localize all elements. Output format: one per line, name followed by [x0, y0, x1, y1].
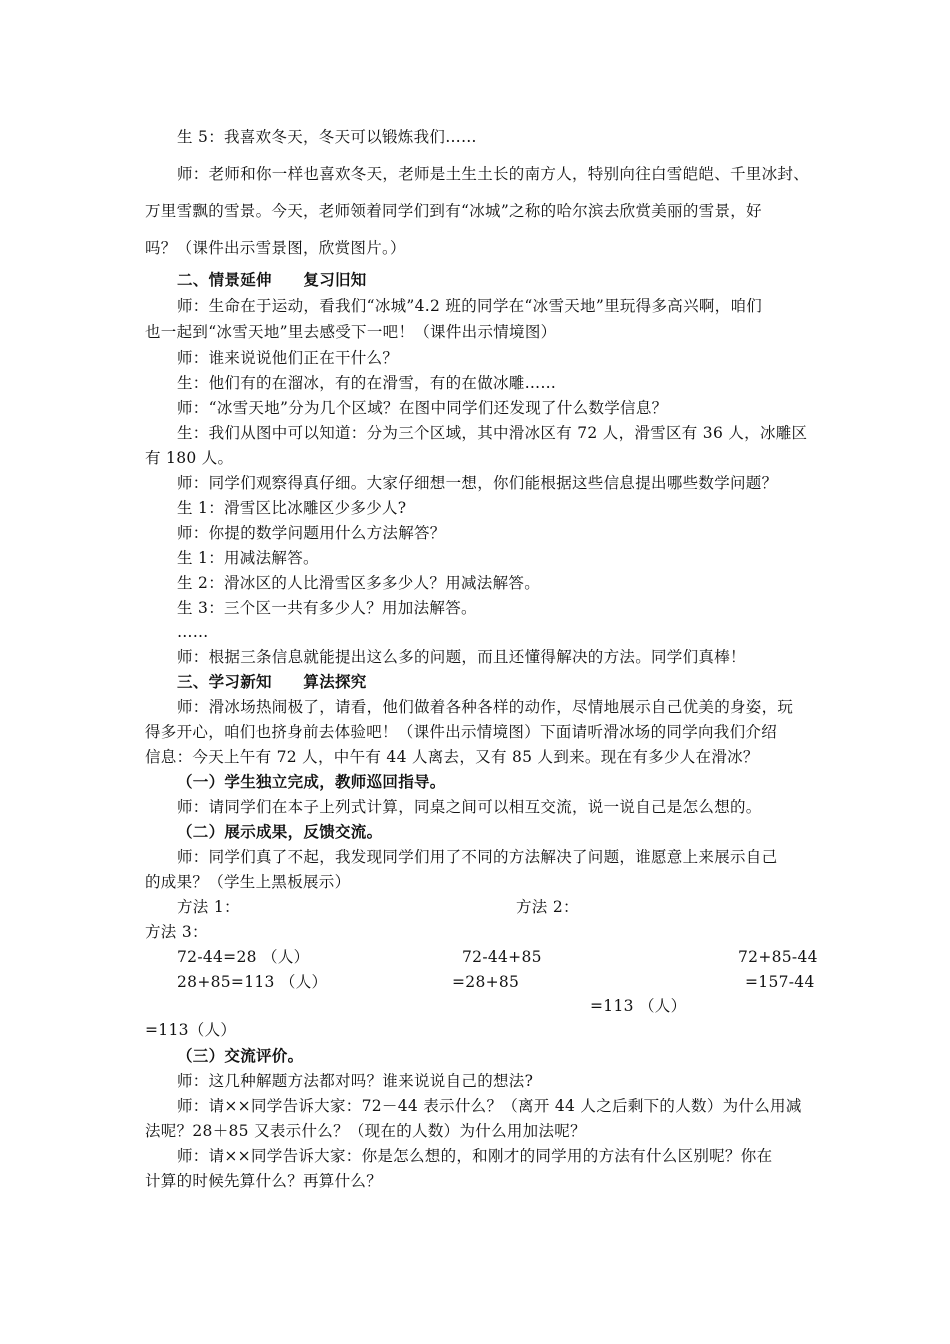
text-line: 师：请同学们在本子上列式计算，同桌之间可以相互交流，说一说自己是怎么想的。 [177, 798, 762, 816]
method-label: 方法 3： [145, 923, 208, 941]
text-line: 计算的时候先算什么？再算什么？ [145, 1172, 383, 1190]
text-line: 生 2：滑冰区的人比滑雪区多多少人？用减法解答。 [177, 574, 540, 592]
method-label: 方法 2： [516, 898, 579, 916]
equation: 72-44=28 （人） [177, 948, 310, 966]
section-heading: 二、情景延伸 复习旧知 [177, 270, 367, 289]
text-line: 生：我们从图中可以知道：分为三个区域，其中滑冰区有 72 人，滑雪区有 36 人，冰雕区 [177, 424, 808, 442]
text-line: 信息：今天上午有 72 人，中午有 44 人离去，又有 85 人到来。现在有多少人在滑冰？ [145, 748, 759, 766]
text-line: 师：你提的数学问题用什么方法解答？ [177, 524, 446, 542]
equation: =113 （人） [590, 997, 687, 1015]
text-line: 师：请××同学告诉大家：72－44 表示什么？（离开 44 人之后剩下的人数）为什么用减 [177, 1097, 802, 1115]
text-line: 有 180 人。 [145, 449, 234, 467]
text-line: 师：这几种解题方法都对吗？谁来说说自己的想法? [177, 1072, 534, 1090]
text-line: 生 1：滑雪区比冰雕区少多少人? [177, 499, 407, 517]
text-line: 生 1：用减法解答。 [177, 549, 319, 567]
text-line: 师：根据三条信息就能提出这么多的问题，而且还懂得解决的方法。同学们真棒！ [177, 648, 746, 666]
text-line: 师：同学们观察得真仔细。大家仔细想一想，你们能根据这些信息提出哪些数学问题？ [177, 474, 778, 492]
text-line: 生：他们有的在溜冰，有的在滑雪，有的在做冰雕…… [177, 374, 557, 392]
text-line: 师：滑冰场热闹极了，请看，他们做着各种各样的动作，尽情地展示自己优美的身姿，玩 [177, 698, 794, 716]
equation: =157-44 [745, 973, 815, 991]
equation: =113（人） [145, 1021, 237, 1039]
text-line: 法呢？28＋85 又表示什么？（现在的人数）为什么用加法呢？ [145, 1122, 586, 1140]
equation: 72+85-44 [738, 948, 818, 966]
text-line: 得多开心，咱们也挤身前去体验吧！（课件出示情境图）下面请听滑冰场的同学向我们介绍 [145, 723, 778, 741]
text-line: 吗？（课件出示雪景图，欣赏图片。） [145, 239, 406, 257]
subsection-heading: （一）学生独立完成，教师巡回指导。 [177, 772, 446, 791]
method-label: 方法 1： [177, 898, 240, 916]
text-line: 师：老师和你一样也喜欢冬天，老师是土生土长的南方人，特别向往白雪皑皑、千里冰封、 [177, 165, 810, 183]
text-line: …… [177, 623, 209, 641]
equation: =28+85 [452, 973, 520, 991]
equation: 72-44+85 [462, 948, 542, 966]
text-line: 也一起到“冰雪天地”里去感受下一吧！（课件出示情境图） [145, 323, 557, 341]
equation: 28+85=113 （人） [177, 973, 328, 991]
text-line: 师：同学们真了不起，我发现同学们用了不同的方法解决了问题，谁愿意上来展示自己 [177, 848, 778, 866]
text-line: 师：请××同学告诉大家：你是怎么想的，和刚才的同学用的方法有什么区别呢？你在 [177, 1147, 773, 1165]
text-line: 生 3：三个区一共有多少人？用加法解答。 [177, 599, 477, 617]
text-line: 师：生命在于运动，看我们“冰城”4.2 班的同学在“冰雪天地”里玩得多高兴啊，咱们 [177, 297, 763, 315]
text-line: 万里雪飘的雪景。今天，老师领着同学们到有“冰城”之称的哈尔滨去欣赏美丽的雪景，好 [145, 202, 762, 220]
text-line: 生 5：我喜欢冬天，冬天可以锻炼我们…… [177, 128, 477, 146]
subsection-heading: （三）交流评价。 [177, 1046, 304, 1065]
subsection-heading: （二）展示成果，反馈交流。 [177, 822, 383, 841]
text-line: 师：“冰雪天地”分为几个区域？在图中同学们还发现了什么数学信息？ [177, 399, 668, 417]
text-line: 师：谁来说说他们正在干什么？ [177, 349, 399, 367]
section-heading: 三、学习新知 算法探究 [177, 672, 367, 691]
text-line: 的成果？（学生上黑板展示） [145, 873, 351, 891]
